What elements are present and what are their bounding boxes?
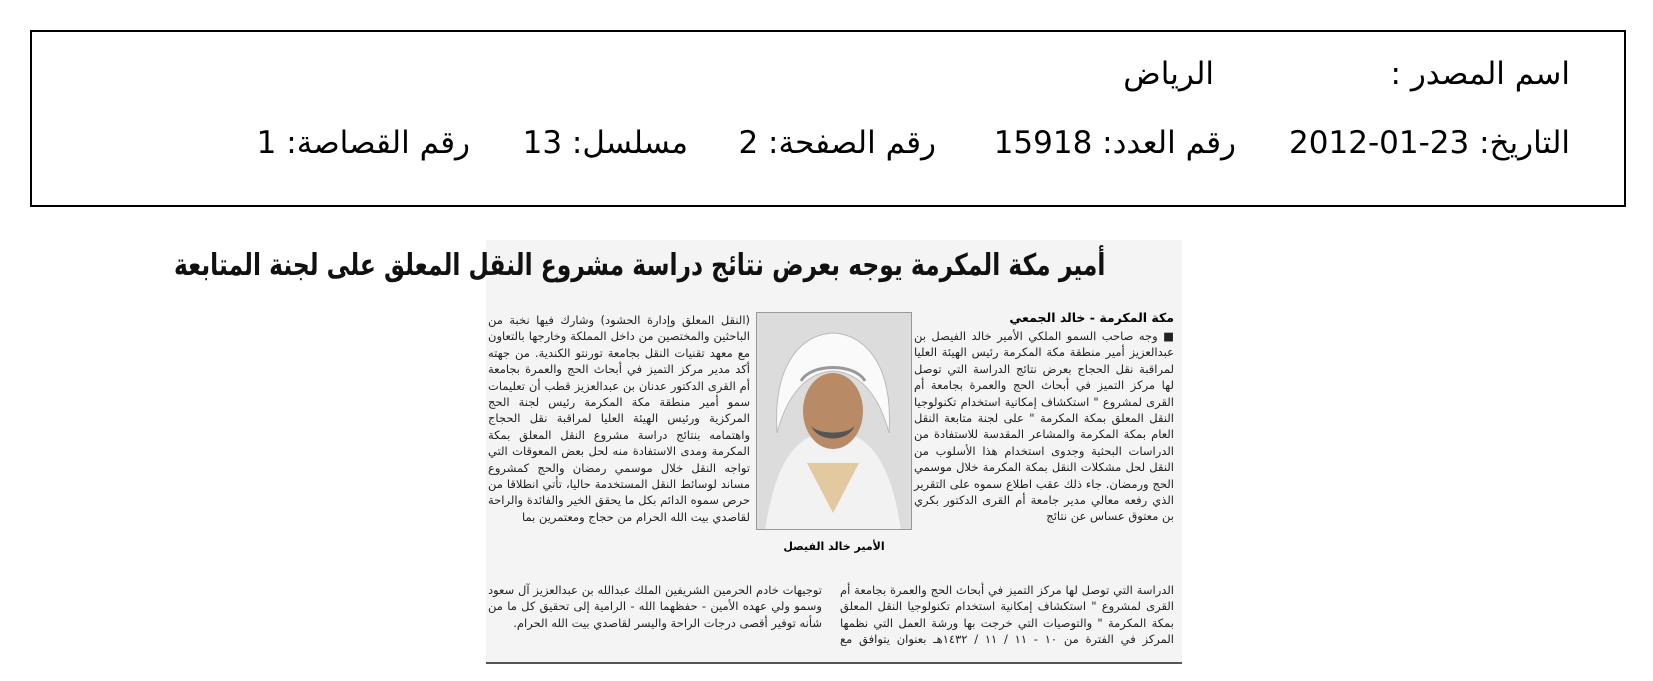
newspaper-clipping (173, 240, 1182, 664)
source-label: اسم المصدر : (1390, 56, 1570, 92)
article-byline: مكة المكرمة - خالد الجمعي (1009, 310, 1174, 325)
clip-number-label: رقم القصاصة: 1 (256, 125, 470, 161)
clip-bottom-rule (486, 662, 1182, 664)
article-headline: أمير مكة المكرمة يوجه بعرض نتائج دراسة مشروع النقل المعلق على لجنة المتابعة (173, 248, 1106, 283)
source-header-box (30, 30, 1626, 207)
date-label: التاريخ: 23-01-2012 (1289, 125, 1570, 161)
issue-label: رقم العدد: 15918 (993, 125, 1236, 161)
serial-label: مسلسل: 13 (522, 125, 688, 161)
article-column-left: (النقل المعلق وإدارة الحشود) وشارك فيها نخبة من الباحثين والمختصين من داخل المملكة وخارجها بالتعاون مع معهد تقنيات النقل بجامعة تورنتو الكندية. من جهته أكد مدير مركز التميز في أبحاث الحج والعمرة بجامعة أم القرى الدكتور عدنان بن عبدالعزيز قطب أن تعليمات سمو أمير منطقة مكة المكرمة رئيس لجنة الحج المركزية ورئيس الهيئة العليا لمراقبة نقل الحجاج واهتمامه بنتائج دراسة مشروع النقل المعلق بمكة المكرمة ومدى الاستفادة منه لحل بعض المعوقات التي تواجه النقل خلال موسمي رمضان والحج كمشروع مساند لوسائط النقل المستخدمة حاليا، تأتي انطلاقا من حرص سموه الدائم بكل ما يحقق الخير والفائدة والراحة لقاصدي بيت الله الحرام من حجاج ومعتمرين بما (488, 313, 750, 524)
portrait-icon (756, 312, 912, 530)
source-value: الرياض (1123, 56, 1214, 92)
article-bottom-text: الدراسة التي توصل لها مركز التميز في أبحاث الحج والعمرة بجامعة أم القرى لمشروع " استكشاف إمكانية استخدام تكنولوجيا النقل المعلق بمكة المكرمة " والتوصيات التي خرجت بها ورشة العمل التي نظمها المركز في الفترة من ١٠ - ١١ / ١١ / ١٤٣٢هـ بعنوان يتوافق مع توجيهات خادم الحرمين الشريفين الملك عبدالله بن عبدالعزيز آل سعود وسمو ولي عهده الأمين - حفظهما الله - الرامية إلى تحقيق كل ما من شأنه توفير أقصى درجات الراحة واليسر لقاصدي بيت الله الحرام. (488, 583, 1174, 647)
article-column-right: ■ وجه صاحب السمو الملكي الأمير خالد الفيصل بن عبدالعزيز أمير منطقة مكة المكرمة رئيس الهيئة العليا لمراقبة نقل الحجاج بعرض نتائج الدراسة التي توصل لها مركز التميز في أبحاث الحج والعمرة بجامعة أم القرى لمشروع " استكشاف إمكانية استخدام تكنولوجيا النقل المعلق بمكة المكرمة " على لجنة متابعة النقل العام بمكة المكرمة والمشاعر المقدسة للاستفادة من الدراسات البحثية وجدوى استخدام هذا الأسلوب من النقل لحل مشكلات النقل بمكة المكرمة خلال موسمي الحج ورمضان. جاء ذلك عقب اطلاع سموه على التقرير الذي رفعه معالي مدير جامعة أم القرى الدكتور بكري بن معتوق عساس عن نتائج (914, 329, 1174, 524)
page-label: رقم الصفحة: 2 (738, 125, 936, 161)
photo-caption: الأمير خالد الفيصل (783, 540, 885, 553)
